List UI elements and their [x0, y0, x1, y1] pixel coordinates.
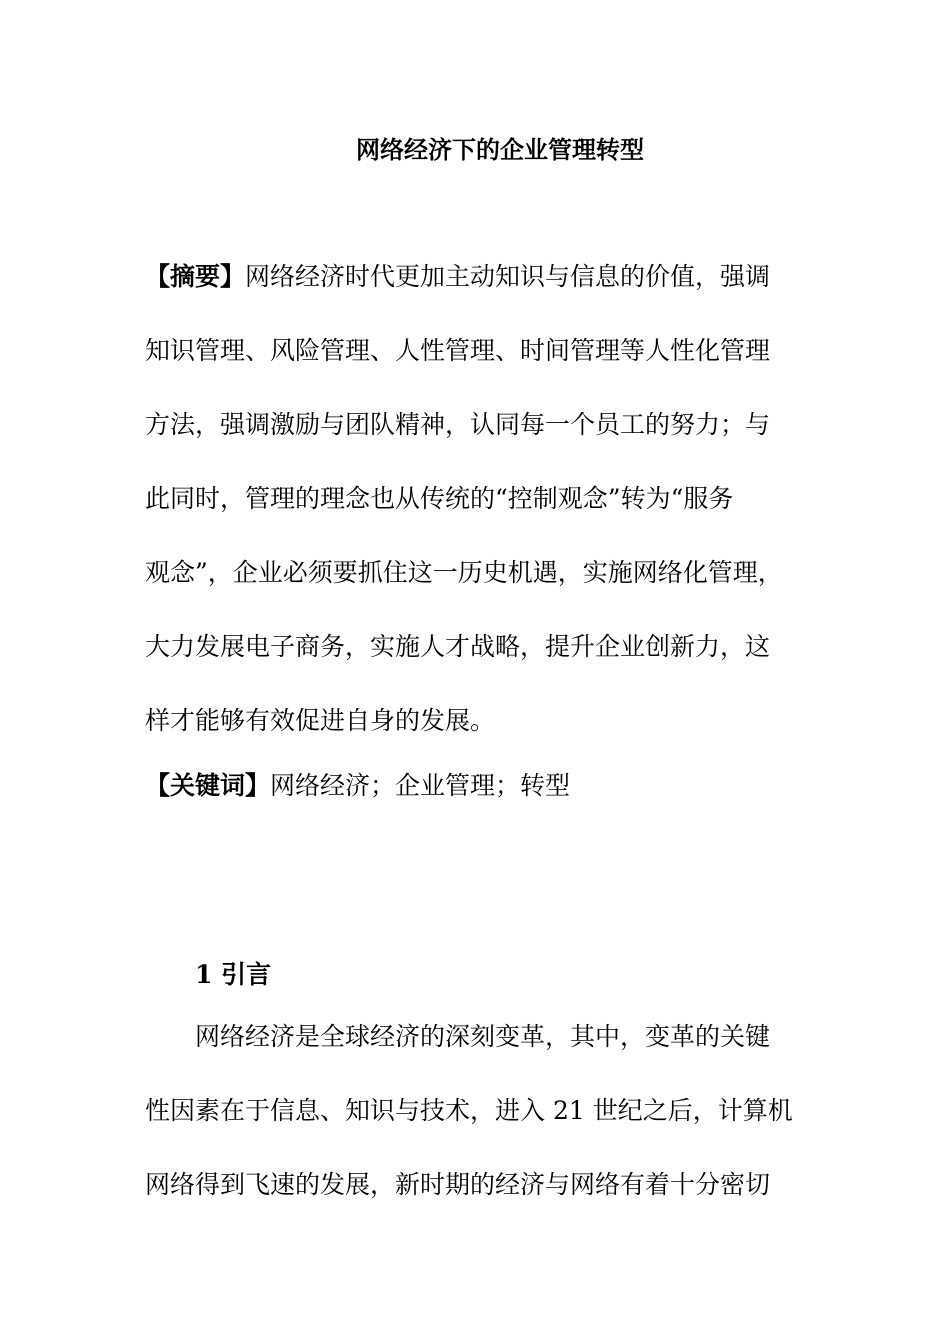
abstract-line: 样才能够有效促进自身的发展。 — [145, 706, 496, 735]
abstract-line: 知识管理、风险管理、人性管理、时间管理等人性化管理 — [145, 336, 771, 365]
abstract-text: 网络经济时代更加主动知识与信息的价值，强调 — [245, 262, 771, 291]
body-line: 网络得到飞速的发展，新时期的经济与网络有着十分密切 — [145, 1170, 771, 1199]
abstract-line: 观念”，企业必须要抓住这一历史机遇，实施网络化管理， — [145, 558, 783, 587]
abstract-label: 【摘要】 — [145, 262, 246, 291]
abstract-line — [145, 260, 770, 294]
body-line: 网络经济是全球经济的深刻变革，其中，变革的关键 — [195, 1022, 771, 1051]
abstract-line: 方法，强调激励与团队精神，认同每一个员工的努力；与 — [145, 410, 771, 439]
keywords-text: 网络经济；企业管理；转型 — [270, 771, 571, 800]
keywords-line — [145, 769, 570, 803]
section-heading: 1 引言 — [195, 960, 272, 989]
abstract-line: 此同时，管理的理念也从传统的“控制观念”转为“服务 — [145, 484, 734, 513]
body-line: 性因素在于信息、知识与技术，进入 21 世纪之后，计算机 — [145, 1096, 793, 1125]
abstract-line: 大力发展电子商务，实施人才战略，提升企业创新力，这 — [145, 632, 771, 661]
keywords-label: 【关键词】 — [145, 771, 271, 800]
document-title: 网络经济下的企业管理转型 — [356, 135, 644, 164]
